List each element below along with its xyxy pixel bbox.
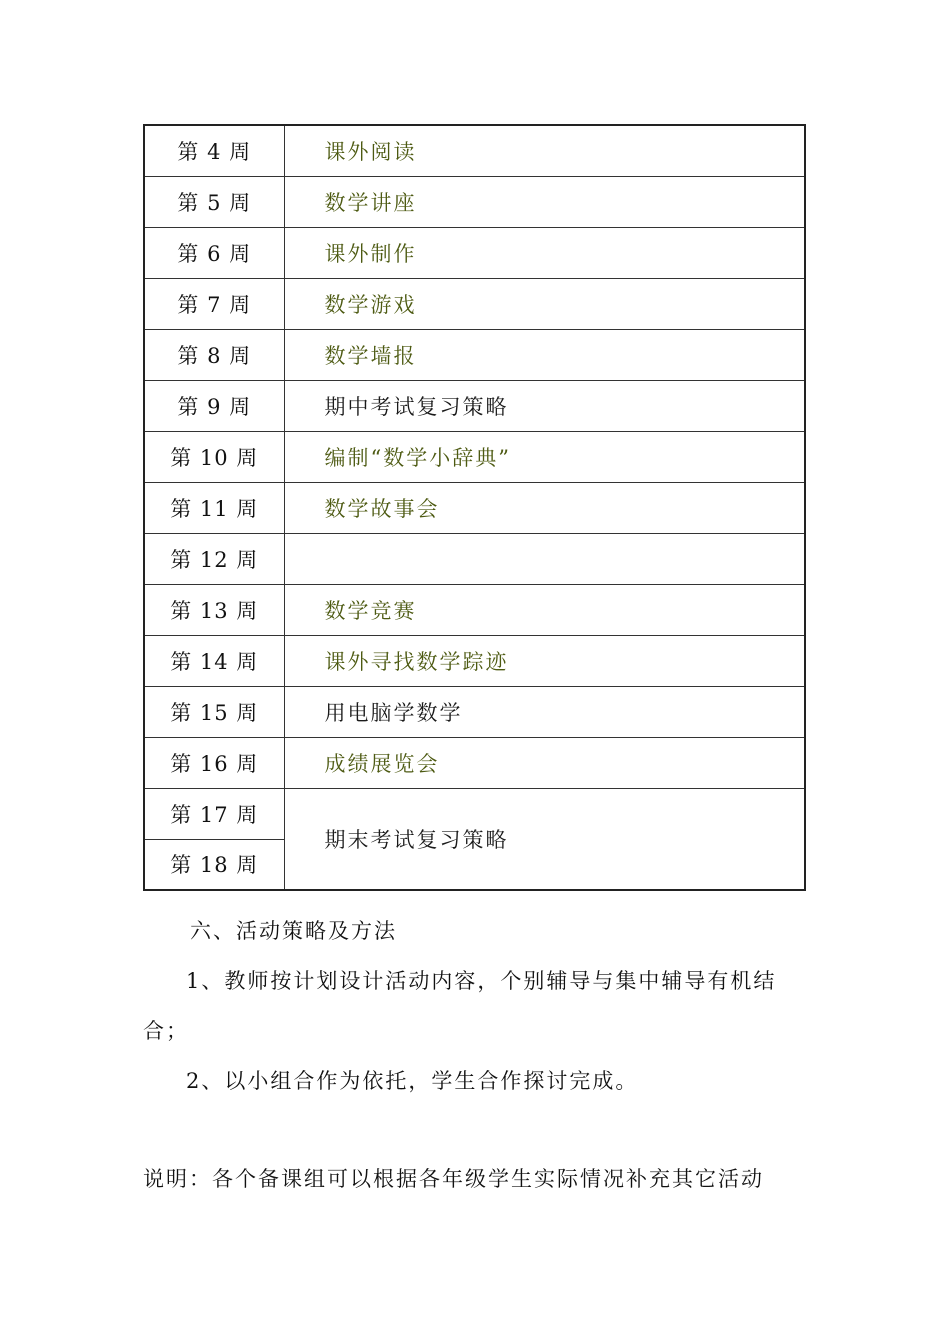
activity-cell: 数学游戏	[284, 278, 805, 329]
table-row	[144, 635, 805, 686]
table-row	[144, 176, 805, 227]
strategy-item-2: 2、以小组合作为依托，学生合作探讨完成。	[186, 1069, 639, 1093]
activity-cell: 期末考试复习策略	[284, 788, 805, 890]
activity-cell: 课外制作	[284, 227, 805, 278]
week-cell: 第 18 周	[144, 839, 284, 890]
week-cell: 第 14 周	[144, 635, 284, 686]
week-cell: 第 11 周	[144, 482, 284, 533]
week-cell: 第 8 周	[144, 329, 284, 380]
weekly-activity-table	[143, 124, 806, 891]
table-row	[144, 533, 805, 584]
activity-cell: 数学竞赛	[284, 584, 805, 635]
table-row	[144, 329, 805, 380]
strategy-item-1-line-1: 1、教师按计划设计活动内容，个别辅导与集中辅导有机结	[186, 969, 777, 993]
activity-cell: 编制“数学小辞典”	[284, 431, 805, 482]
table-row	[144, 380, 805, 431]
activity-cell: 数学墙报	[284, 329, 805, 380]
table-row	[144, 278, 805, 329]
activity-cell: 用电脑学数学	[284, 686, 805, 737]
week-cell: 第 7 周	[144, 278, 284, 329]
week-cell: 第 6 周	[144, 227, 284, 278]
activity-cell: 课外阅读	[284, 125, 805, 176]
table-row	[144, 431, 805, 482]
table-row	[144, 737, 805, 788]
table-row	[144, 584, 805, 635]
activity-cell: 数学讲座	[284, 176, 805, 227]
week-cell: 第 4 周	[144, 125, 284, 176]
activity-cell: 数学故事会	[284, 482, 805, 533]
table-row	[144, 125, 805, 176]
week-cell: 第 9 周	[144, 380, 284, 431]
week-cell: 第 12 周	[144, 533, 284, 584]
activity-cell: 课外寻找数学踪迹	[284, 635, 805, 686]
table-row	[144, 686, 805, 737]
strategy-item-1-line-2: 合；	[143, 1019, 189, 1043]
note-text: 说明：各个备课组可以根据各年级学生实际情况补充其它活动	[143, 1167, 764, 1191]
section-heading: 六、活动策略及方法	[190, 919, 397, 943]
activity-cell: 成绩展览会	[284, 737, 805, 788]
table-row	[144, 227, 805, 278]
week-cell: 第 10 周	[144, 431, 284, 482]
activity-cell: 期中考试复习策略	[284, 380, 805, 431]
table-row	[144, 788, 805, 839]
activity-cell	[284, 533, 805, 584]
week-cell: 第 5 周	[144, 176, 284, 227]
table-row	[144, 482, 805, 533]
week-cell: 第 17 周	[144, 788, 284, 839]
week-cell: 第 15 周	[144, 686, 284, 737]
week-cell: 第 13 周	[144, 584, 284, 635]
week-cell: 第 16 周	[144, 737, 284, 788]
